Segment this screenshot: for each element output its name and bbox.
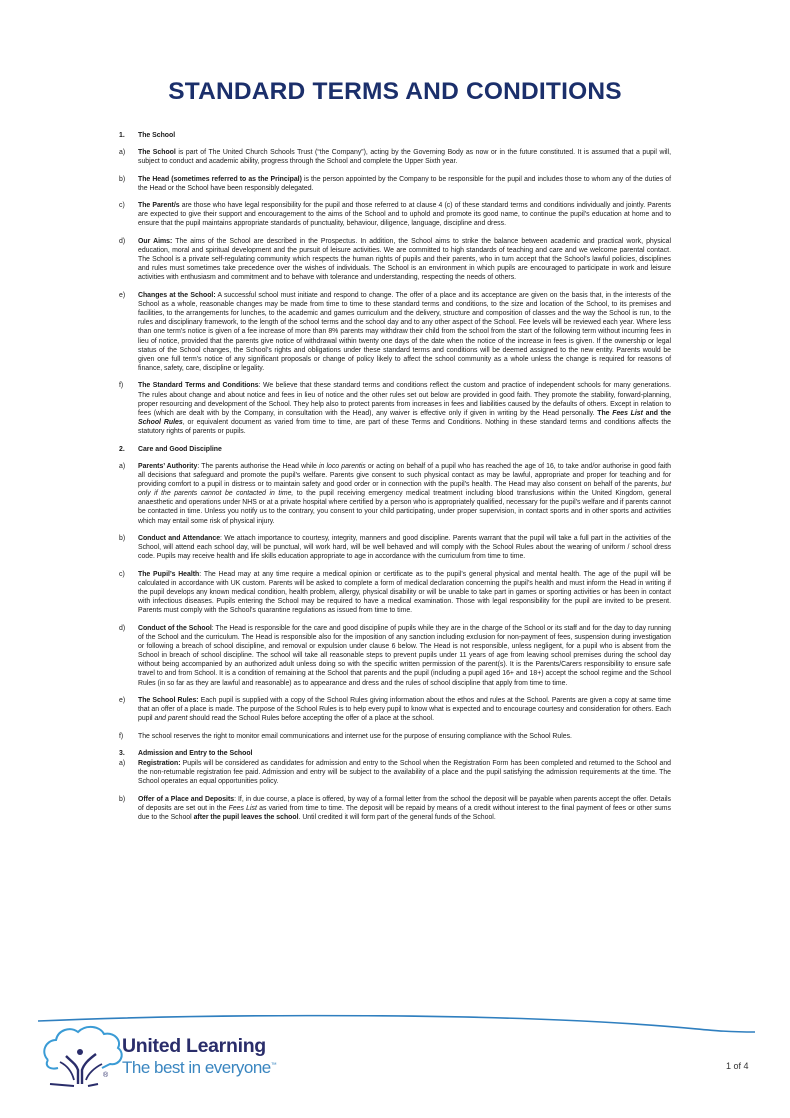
registered-mark: ® — [103, 1072, 109, 1079]
clause-lead: Offer of a Place and Deposits — [138, 795, 235, 803]
clause-body-text: Each pupil is supplied with a copy of the School Rules giving information about the ethos and rules at the School. Parents are given a copy at same time that an offer of a place is made. The purpose of the School Rules is to help every pupil to know what is expected and to encourage courtesy and consideration for others. Each pupil — [138, 696, 671, 723]
fees-list-reference: Fees List — [228, 804, 257, 812]
clause-lead: Our Aims: — [138, 237, 173, 245]
page-indicator: 1 of 4 — [726, 1061, 749, 1071]
clause-bold-text: The — [597, 409, 613, 417]
clause-text — [138, 237, 671, 283]
section-title: Admission and Entry to the School — [138, 749, 253, 757]
clause-label: f) — [119, 732, 124, 740]
clause-lead: Conduct and Attendance — [138, 534, 221, 542]
tagline-text: The best in everyone — [122, 1058, 271, 1077]
clause-bold-text: after the pupil leaves the school — [193, 813, 299, 821]
clause-body-text: or acting on behalf of a pupil who has reached the age of 16, to take and/or authorise in good faith all decisions that safeguard and promote the pupil’s welfare. Parents give consent to such physical contact as may be lawful, appropriate and proper for teaching and for providing comfort to a pupil in distress or to maintain safety and good order or in connection with the pupil’s health. The Head may also consent on behalf of the parents, — [138, 462, 671, 488]
clause-label: b) — [119, 175, 126, 183]
section-number: 1. — [119, 132, 125, 139]
clause-body-text: should read the School Rules before accepting the offer of a place at the school. — [187, 715, 435, 723]
clause-body-text: The aims of the School are described in the Prospectus. In addition, the School aims to strike the balance between academic and practical work, physical education, moral and spiritual development and the pursuit of leisure activities. We are committed to high standards of teaching and care and we welcome parental contact. The School is a private self-regulating community which respects the human rights of pupils and their parents, who in turn accept that the School’s lawful policies, disciplines and rules must sometimes take precedence over the wishes of individuals. The School is an environment in which pupils are encouraged to participate in work and leisure activities with enthusiasm and commitment and to behave with tolerance and understanding, respecting the needs of others. — [138, 237, 671, 282]
clause-lead: The Head (sometimes referred to as the Principal) — [138, 175, 302, 183]
clause-2f — [119, 732, 671, 741]
clause-label: d) — [119, 237, 126, 245]
section-title: Care and Good Discipline — [138, 445, 222, 453]
clause-body-text: A successful school must initiate and respond to change. The offer of a place and its acceptance are given on the basis that, in the interests of the School as a whole, reasonable changes may be made from time to time to these standard terms and conditions, to the size and location of the School, to its premises and facilities, to the arrangements for lunches, to the academic and games curriculum and the delivery, structure and composition of classes and the way the School is run, to the rules and disciplinary framework, to the length of the school terms and the school day and to any other aspect of the School. Fee levels will be reviewed each year. Where less than one term’s notice is given of a fee increase of more than 8% parents may withdraw their child from the school from the start of the following term without incurring fees in lieu of notice, provided that the parents give notice of withdrawal within twenty one days of the date when the notice of the increase in fees is given. If the ownership or legal status of the School changes, the School’s rights and obligations under these standard terms and conditions will be deemed assigned to the new entity. Parents would be given one full term’s notice of any significant proposals or change of policy likely to affect the school community as a whole unless the change is required for reasons of finance, safety, care, discipline or legality. — [138, 291, 671, 373]
section-number: 2. — [119, 445, 125, 453]
clause-text — [138, 570, 671, 616]
clause-label: b) — [119, 795, 126, 803]
clause-lead: Registration: — [138, 760, 181, 767]
clause-body-text: : We believe that these standard terms and conditions reflect the custom and practice of independent schools for many generations. The rules about change and about notice and fees in lieu of notice and the other rules set out below are provided in good faith. They promote the stability, forward-planning, proper resourcing and development of the School. They help also to protect parents from increases in fees and liabilities caused by the defaults of others. Except in relation to fees (which are dealt with by the Company, in consultation with the Head), any waiver is effective only if given in writing by the Head personally. — [138, 382, 672, 417]
clause-lead: The Standard Terms and Conditions — [138, 382, 259, 390]
clause-label: e) — [119, 291, 126, 299]
clause-text — [138, 795, 671, 822]
clause-text — [138, 696, 671, 723]
trademark-mark: ™ — [270, 1062, 277, 1069]
clause-1d — [119, 237, 671, 283]
clause-lead: Conduct of the School — [138, 624, 212, 632]
school-rules-reference: School Rules — [138, 419, 183, 426]
section-heading-1 — [119, 131, 671, 140]
section-number: 3. — [119, 749, 125, 757]
clause-italic-text: in loco parentis — [318, 462, 366, 470]
clause-lead: Parents’ Authority — [138, 462, 198, 470]
clause-2b — [119, 534, 671, 561]
clause-1f — [119, 381, 671, 436]
clause-1a — [119, 148, 671, 166]
clause-2d — [119, 624, 671, 688]
clause-text — [138, 148, 671, 166]
clause-label: c) — [119, 202, 125, 210]
clause-3a — [119, 759, 671, 786]
brand-name: United Learning — [122, 1035, 266, 1057]
clause-body-text: : If, in due course, a place is offered, by way of a formal letter from the school the deposit will be payable when parents accept the offer. Details of deposits are set out in the — [138, 795, 671, 812]
clause-lead: The Pupil’s Health — [138, 570, 200, 578]
clause-text — [138, 381, 671, 436]
clause-2e — [119, 696, 671, 723]
section-title: The School — [138, 132, 176, 139]
clause-label: a) — [119, 462, 126, 470]
clause-text — [138, 175, 671, 193]
clause-2a — [119, 462, 671, 526]
clause-bold-text: and the — [642, 409, 672, 417]
clause-1b — [119, 175, 671, 193]
section-heading-3 — [119, 749, 671, 758]
clause-text — [138, 759, 671, 786]
clause-label: a) — [119, 149, 126, 157]
clause-body-text: are those who have legal responsibility for the pupil and those referred to at clause 4 (c) of these standard terms and conditions individually and jointly. Parents are expected to give their support and encouragement to the aims of the School and to uphold and promote its good name, to continue the pupil’s education at home and to ensure that the pupil maintains appropriate standards of punctuality, behaviour, diligence, language, discipline and dress. — [138, 202, 671, 228]
clause-1e — [119, 291, 671, 373]
clause-label: c) — [119, 570, 125, 578]
clause-text — [138, 201, 671, 228]
clause-body-text: . Until credited it will form part of the general funds of the School. — [298, 813, 496, 821]
clause-text — [138, 534, 671, 561]
clause-label: f) — [119, 382, 124, 390]
clause-text — [138, 732, 671, 741]
clause-lead: The School Rules: — [138, 696, 199, 704]
document-title: STANDARD TERMS AND CONDITIONS — [168, 78, 622, 105]
clause-body-text: : The Head is responsible for the care and good discipline of pupils while they are in the charge of the School or its staff and for the day to day running of the School and the curriculum. The Head is responsible also for the imposition of any sanction including exclusion for non-payment of fees, suspension during investigation or following a breach of school discipline, and removal or expulsion under clause 6 below. The Head is not responsible, unless negligent, for a pupil who is absent from the School in breach of school discipline. The school will take all reasonable steps to prevent pupils under 11 years of age from leaving school premises during the school day without being accompanied by an authorized adult unless doing so with the specific written permission of the parent(s). It is the Parents/Carers responsibility to ensure safe travel to and from School. It is a condition of remaining at the School that parents and the pupil (including a pupil aged 16+ and 18+) accept the school regime and the School Rules (in so far as they are lawful and reasonable) as to appearance and dress and the rules of school discipline that apply from time to time. — [138, 624, 671, 687]
clause-text — [138, 291, 671, 373]
clause-body-text: is part of The United Church Schools Trust (“the Company”), acting by the Governing Body as now or in the future constituted. It is assumed that a pupil will, subject to conduct and academic ability, progress through the School and complete the Upper Sixth year. — [138, 149, 671, 166]
clause-body-text: to the pupil receiving emergency medical treatment including blood transfusions within the United Kingdom, general anaesthetic and operations under NHS or at a private hospital where certified by a person who is appropriately qualified, necessary for the pupil’s welfare and if parents cannot be contacted in time. Unless you notify us to the contrary, you consent to your child participating, under proper supervision, in contact sports and in other sports and activities which may entail some risk of physical injury. — [138, 490, 671, 525]
clause-body-text: Pupils will be considered as candidates for admission and entry to the School when the Registration Form has been completed and returned to the School and the non-returnable registration fee paid. Admission and entry will be subject to the availability of a place and the pupil satisfying the admission requirements at the time. The School operates an equal opportunities policy. — [138, 760, 671, 786]
clause-text — [138, 462, 671, 526]
clause-text — [138, 624, 671, 688]
clause-body-text: The school reserves the right to monitor email communications and internet use for the purpose of ensuring compliance with the School Rules. — [138, 732, 572, 740]
clause-label: d) — [119, 624, 126, 632]
section-heading-2 — [119, 445, 671, 454]
clause-body-text: : The Head may at any time require a medical opinion or certificate as to the pupil’s general physical and mental health. The age of the pupil will be calculated in accordance with UK custom. Parents will be asked to complete a form of medical declaration concerning the pupil’s health and must inform the Head in writing if the pupil develops any known medical condition, health problem, allergy, physical disability or will be unable to take part in games or sporting activities or has been in contact with infectious diseases. Pupils entering the School may be required to have a medical examination. Those with legal responsibility for the pupil are invited to be present. Parents must comply with the School’s quarantine regulations as issued from time to time. — [138, 570, 671, 615]
clause-body-text: as varied from time to time. The deposit will be repaid by means of a credit without interest to the final payment of fees or other sums due to the School — [138, 804, 671, 821]
clause-label: b) — [119, 534, 126, 542]
fees-list-reference: Fees List — [612, 409, 643, 417]
clause-body-text: is the person appointed by the Company to be responsible for the pupil and includes those to whom any of the duties of the Head or the School have been responsibly delegated. — [138, 175, 672, 192]
clause-lead: The School — [138, 149, 176, 157]
clause-italic-text: and parent — [154, 715, 188, 723]
clause-lead: Changes at the School: — [138, 291, 216, 299]
clause-2c — [119, 570, 671, 616]
clause-label: a) — [119, 760, 126, 767]
clause-italic-text: but only if the parents cannot be contacted in time, — [138, 480, 671, 498]
clause-body-text: , or equivalent document as varied from time to time, are part of these Terms and Conditions. Nothing in these standard terms and conditions affects the statutory rights of parents or pupils. — [138, 419, 671, 436]
clause-3b — [119, 795, 671, 822]
brand-tagline — [122, 1058, 276, 1078]
document-body — [119, 131, 671, 830]
clause-lead: The Parent/s — [138, 202, 180, 210]
clause-1c — [119, 201, 671, 228]
clause-body-text: : The parents authorise the Head while — [197, 462, 319, 470]
clause-body-text: : We attach importance to courtesy, integrity, manners and good discipline. Parents warrant that the pupil will take a full part in the activities of the School, will attend each school day, will be punctual, will work hard, will be well behaved and will comply with the School Rules about the wearing of uniform / school dress code. Pupils may receive health and life skills education appropriate to age in accordance with the curriculum from time to time. — [138, 534, 672, 561]
clause-label: e) — [119, 696, 126, 704]
